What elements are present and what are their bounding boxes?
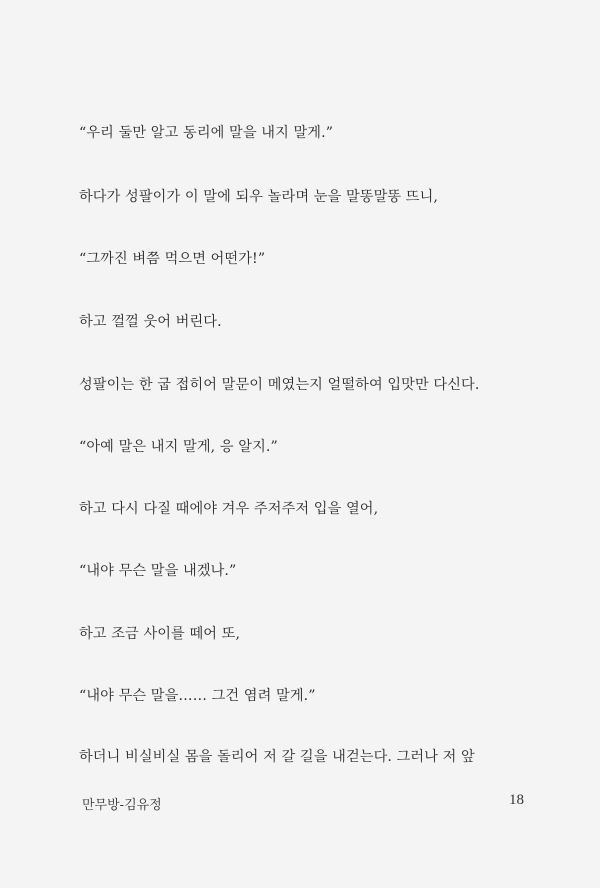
text-line-9: 하고 조금 사이를 떼어 또, (79, 626, 241, 642)
text-line-2: 하다가 성팔이가 이 말에 되우 놀라며 눈을 말똥말똥 뜨니, (79, 189, 439, 205)
footer-page-number: 18 (509, 792, 524, 808)
text-line-1: “우리 둘만 알고 동리에 말을 내지 말게.” (79, 125, 334, 141)
text-line-7: 하고 다시 다질 때에야 겨우 주저주저 입을 열어, (79, 501, 379, 517)
text-line-3: “그까진 벼쯤 먹으면 어떤가!” (79, 251, 266, 267)
text-line-8: “내야 무슨 말을 내겠나.” (79, 563, 237, 579)
text-line-10: “내야 무슨 말을…… 그건 염려 말게.” (79, 688, 316, 704)
text-line-4: 하고 껄껄 웃어 버린다. (79, 314, 222, 330)
text-line-6: “아예 말은 내지 말게, 응 알지.” (79, 439, 278, 455)
text-line-11: 하더니 비실비실 몸을 돌리어 저 갈 길을 내걷는다. 그러나 저 앞 (79, 749, 475, 765)
footer-book-title: 만무방-김유정 (82, 798, 162, 813)
text-line-5: 성팔이는 한 굽 접히어 말문이 메였는지 얼떨하여 입맛만 다신다. (79, 377, 480, 393)
